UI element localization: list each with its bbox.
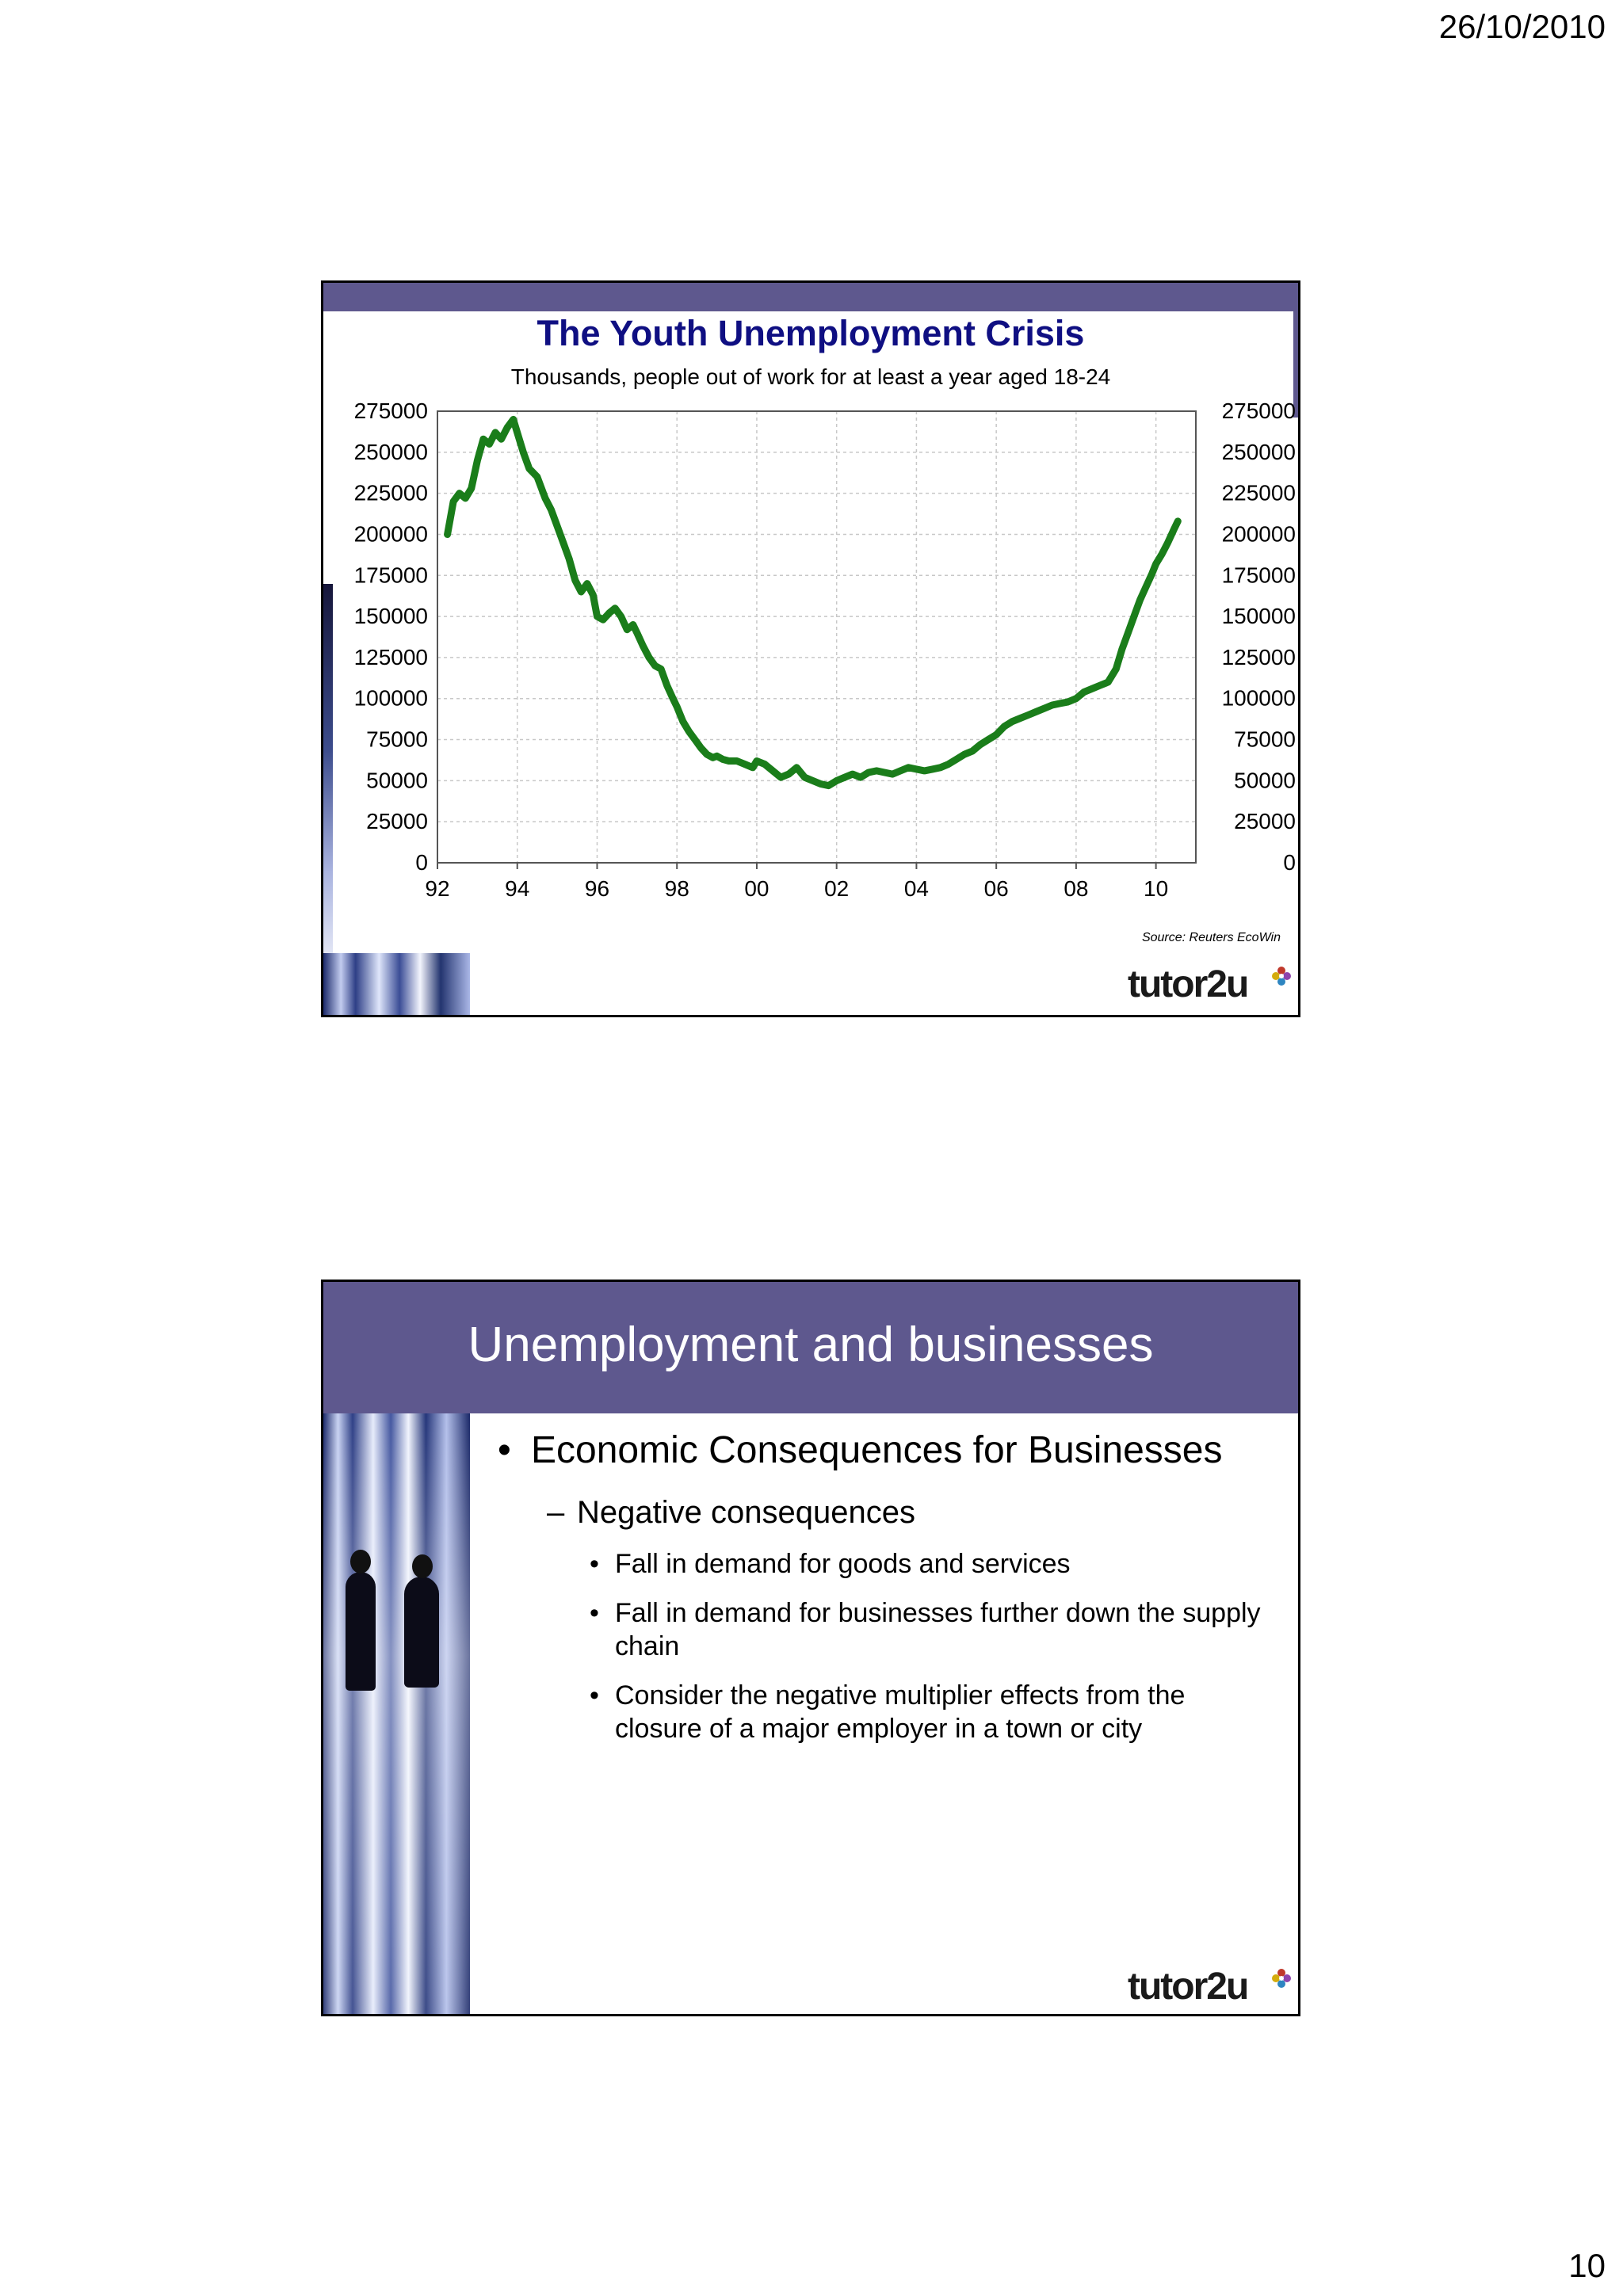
tutor2u-logo: tutor2u: [1128, 963, 1248, 1005]
bullet-level3-item: • Fall in demand for goods and services: [590, 1549, 1071, 1579]
x-tick-label: 04: [903, 876, 929, 901]
slide-unemployment-businesses: [321, 1280, 1300, 2016]
y-tick-label-left: 150000: [353, 604, 428, 629]
x-tick-label: 98: [664, 876, 689, 901]
bullet-level1: • Economic Consequences for Businesses: [498, 1429, 1223, 1471]
chart-subtitle: Thousands, people out of work for at least a year aged 18-24: [510, 364, 1111, 389]
series-line: [448, 419, 1178, 785]
x-tick-label: 08: [1064, 876, 1089, 901]
y-tick-label-right: 225000: [1221, 480, 1296, 505]
y-tick-label-left: 100000: [353, 685, 428, 711]
bullet-level2: – Negative consequences: [547, 1495, 915, 1530]
logo-flower-icon: [1271, 966, 1292, 986]
y-tick-label-left: 125000: [353, 644, 428, 669]
y-tick-label-right: 275000: [1221, 399, 1296, 423]
y-tick-label-left: 200000: [353, 521, 428, 547]
x-tick-label: 94: [505, 876, 530, 901]
silhouette: [404, 1577, 439, 1688]
y-tick-label-left: 225000: [353, 480, 428, 505]
decorative-photo: [323, 1413, 470, 2016]
line-chart: [323, 283, 1298, 1015]
silhouette-head: [350, 1550, 371, 1573]
y-tick-label-left: 275000: [353, 399, 428, 423]
y-tick-label-left: 250000: [353, 439, 428, 464]
y-tick-label-left: 75000: [366, 727, 428, 752]
y-tick-label-right: 0: [1283, 850, 1296, 875]
x-tick-label: 00: [744, 876, 769, 901]
silhouette-head: [412, 1554, 433, 1578]
slide-youth-unemployment-chart: [321, 280, 1300, 1017]
y-tick-label-right: 75000: [1234, 727, 1296, 752]
x-tick-label: 02: [824, 876, 850, 901]
y-tick-label-right: 250000: [1221, 439, 1296, 464]
slide-header: [323, 1282, 1298, 1413]
header-date: 26/10/2010: [1438, 8, 1606, 45]
logo-flower-icon: [1271, 1968, 1292, 1989]
y-tick-label-left: 50000: [366, 768, 428, 793]
y-tick-label-right: 125000: [1221, 644, 1296, 669]
x-tick-label: 10: [1144, 876, 1169, 901]
x-tick-label: 92: [425, 876, 450, 901]
y-tick-label-left: 175000: [353, 563, 428, 588]
slide-title: Unemployment and businesses: [468, 1318, 1154, 1372]
y-tick-label-right: 200000: [1221, 521, 1296, 547]
y-tick-label-left: 0: [415, 850, 428, 875]
chart-title: The Youth Unemployment Crisis: [537, 313, 1085, 353]
x-tick-label: 96: [584, 876, 610, 901]
y-tick-label-right: 100000: [1221, 685, 1296, 711]
y-tick-label-right: 25000: [1234, 809, 1296, 834]
y-tick-label-right: 175000: [1221, 563, 1296, 588]
plot-frame: [437, 411, 1196, 863]
y-tick-label-right: 150000: [1221, 604, 1296, 629]
silhouette: [346, 1572, 376, 1691]
y-tick-label-left: 25000: [366, 809, 428, 834]
bullet-level3-item: • Fall in demand for businesses further down the supply chain: [590, 1598, 1261, 1661]
chart-source: Source: Reuters EcoWin: [1141, 931, 1281, 944]
tutor2u-logo: tutor2u: [1128, 1966, 1248, 2008]
x-tick-label: 06: [983, 876, 1009, 901]
page-number: 10: [1568, 2247, 1606, 2284]
y-tick-label-right: 50000: [1234, 768, 1296, 793]
bullet-level3-item: • Consider the negative multiplier effects from the closure of a major employer in a town or city: [590, 1680, 1186, 1744]
